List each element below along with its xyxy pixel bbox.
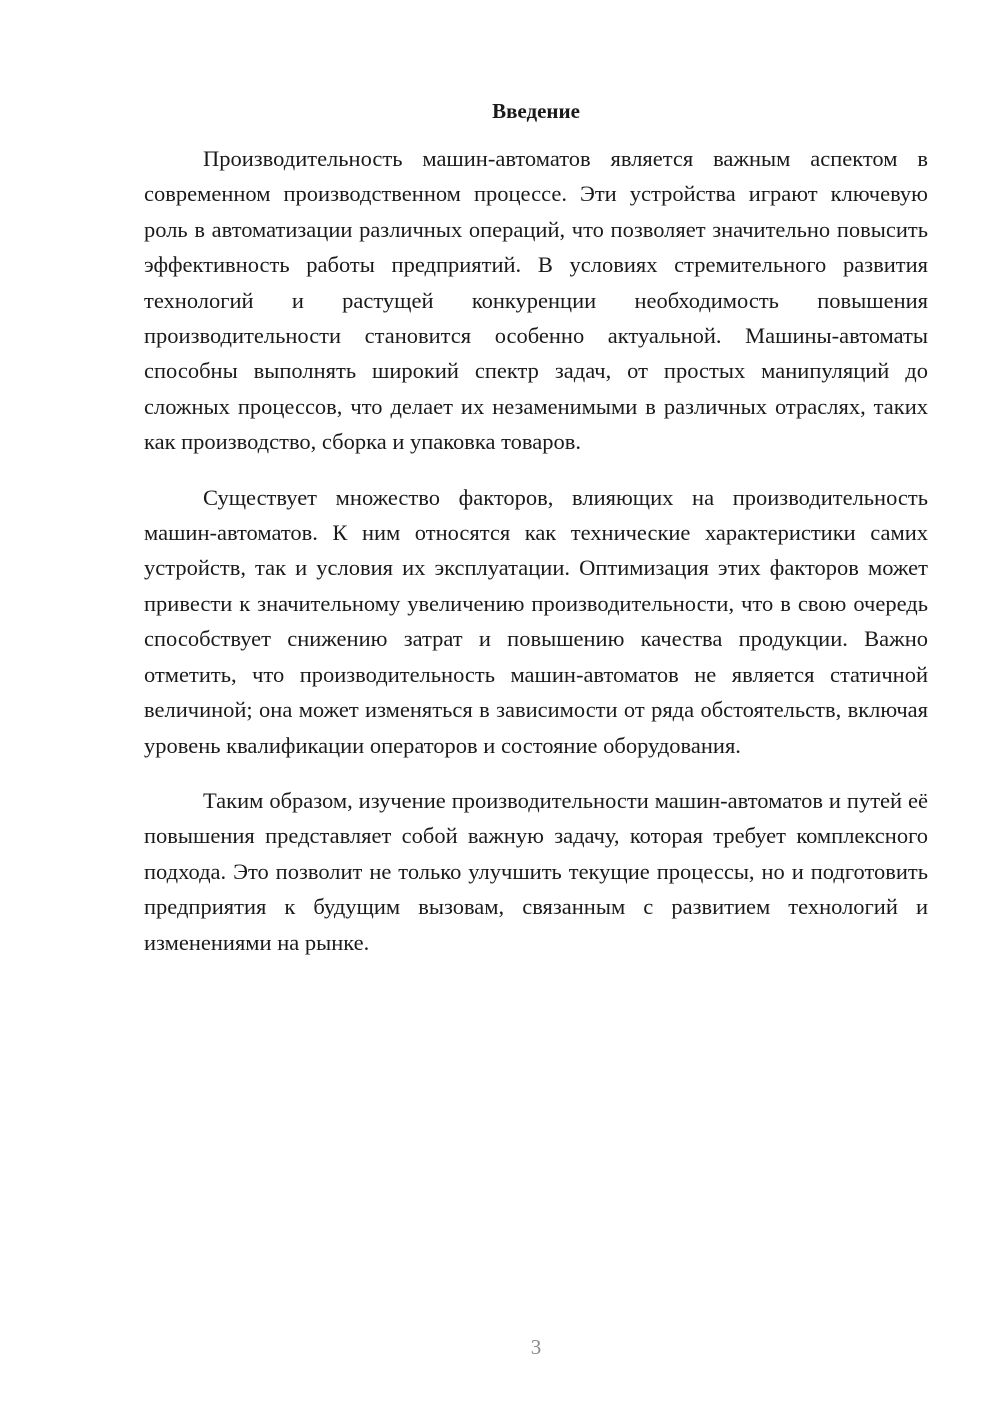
page-number: 3 [530,1335,542,1359]
paragraph-2: Существует множество факторов, влияющих на производительность машин-автоматов. К ним относятся как технические характеристики самих устройств, так и условия их эксплуатации. Оптимизация этих факторов может привести к значительному увеличению производительности, что в свою очередь способствует снижению затрат и повышению качества продукции. Важно отметить, что производительность машин-автоматов не является статичной величиной; она может изменяться в зависимости от ряда обстоятельств, включая уровень квалификации операторов и состояние оборудования. [144,484,928,758]
paragraph-3: Таким образом, изучение производительности машин-автоматов и путей её повышения представляет собой важную задачу, которая требует комплексного подхода. Это позволит не только улучшить текущие процессы, но и подготовить предприятия к будущим вызовам, связанным с развитием технологий и изменениями на рынке. [144,787,928,955]
section-heading: Введение [492,99,580,123]
body-text [144,141,928,980]
paragraph-1: Производительность машин-автоматов является важным аспектом в современном производственном процессе. Эти устройства играют ключевую роль в автоматизации различных операций, что позволяет значительно повысить эффективность работы предприятий. В условиях стремительного развития технологий и растущей конкуренции необходимость повышения производительности становится особенно актуальной. Машины-автоматы способны выполнять широкий спектр задач, от простых манипуляций до сложных процессов, что делает их незаменимыми в различных отраслях, таких как производство, сборка и упаковка товаров. [144,146,928,455]
